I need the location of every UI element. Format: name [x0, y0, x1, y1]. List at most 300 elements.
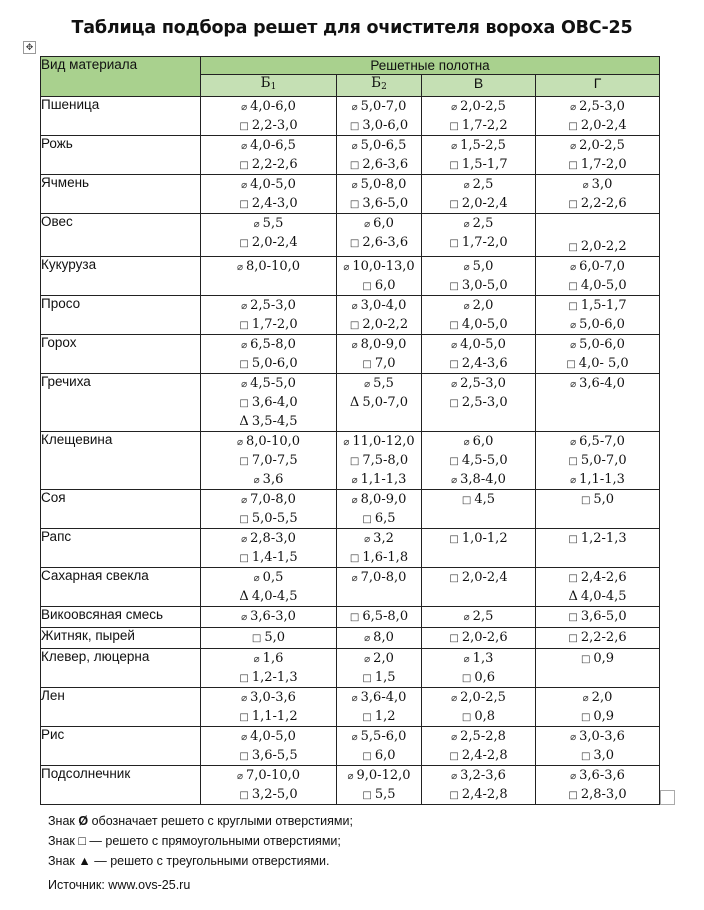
size-value: 3,6-4,0: [579, 376, 625, 391]
sieve-size: [201, 607, 336, 626]
sieve-size: [337, 374, 421, 393]
sieve-size: [337, 649, 421, 668]
size-value: 5,5: [374, 787, 396, 802]
rect-hole-icon: □: [362, 673, 372, 684]
sieve-size: [422, 451, 535, 470]
sieve-size: [337, 628, 421, 647]
sieve-size: [536, 276, 659, 295]
material-name: Кукуруза: [41, 257, 201, 296]
sieve-size: [337, 432, 421, 451]
sieve-size: [422, 668, 535, 687]
header-sieve-group: Решетные полотна: [201, 57, 660, 75]
table-move-icon[interactable]: ✥: [23, 41, 36, 54]
sieve-cell: [337, 335, 422, 374]
size-value: 5,0-8,0: [360, 177, 407, 192]
sieve-size: [201, 766, 336, 785]
sieve-size: [536, 97, 659, 116]
size-value: 2,0-2,4: [461, 196, 508, 211]
rect-hole-icon: □: [239, 673, 249, 684]
size-value: 1,5: [374, 670, 396, 685]
sieve-size: [422, 470, 535, 489]
sieve-size: [337, 785, 421, 804]
sieve-size: [422, 233, 535, 252]
size-value: 5,0: [593, 492, 615, 507]
sieve-size: [201, 529, 336, 548]
sieve-size: [337, 194, 421, 213]
sieve-size: [337, 175, 421, 194]
size-value: 8,0-9,0: [360, 492, 407, 507]
sieve-size: [536, 587, 659, 606]
size-value: 5,0: [472, 259, 494, 274]
sieve-size: [536, 766, 659, 785]
size-value: 8,0-10,0: [246, 434, 301, 449]
size-value: 2,0-2,2: [362, 317, 409, 332]
size-value: 3,0: [593, 748, 615, 763]
sieve-cell: [536, 432, 660, 490]
sieve-size: [201, 668, 336, 687]
rect-hole-icon: □: [239, 514, 249, 525]
round-hole-icon: ⌀: [343, 437, 350, 448]
table-row: [41, 257, 660, 296]
sieve-size: [422, 607, 535, 626]
rect-hole-icon: □: [568, 301, 578, 312]
size-value: 2,5-2,8: [460, 729, 506, 744]
sieve-cell: [201, 374, 337, 432]
sieve-size: [536, 155, 659, 174]
size-value: 5,0-7,0: [580, 453, 627, 468]
size-value: 6,5-7,0: [579, 434, 625, 449]
size-value: 7,5-8,0: [362, 453, 409, 468]
sieve-size: [422, 175, 535, 194]
rect-hole-icon: □: [239, 712, 249, 723]
rect-hole-icon: □: [568, 534, 578, 545]
rect-hole-icon: □: [568, 281, 578, 292]
sieve-size: [536, 568, 659, 587]
sieve-size: [536, 315, 659, 334]
sieve-size: [536, 649, 659, 668]
sieve-size: [201, 214, 336, 233]
sieve-size: [536, 707, 659, 726]
header-col-b2: [337, 75, 422, 97]
sieve-size: [422, 393, 535, 412]
sieve-size: [337, 529, 421, 548]
sieve-cell: [536, 727, 660, 766]
round-hole-icon: ⌀: [236, 262, 243, 273]
round-hole-icon: ⌀: [364, 633, 371, 644]
sieve-size: [422, 529, 535, 548]
round-hole-icon: Ø: [78, 814, 89, 828]
rect-hole-icon: □: [580, 495, 591, 506]
size-value: 4,0-5,0: [250, 729, 296, 744]
size-value: 3,6-5,0: [362, 196, 409, 211]
sieve-size: [201, 568, 336, 587]
sieve-cell: [337, 97, 422, 136]
round-hole-icon: ⌀: [451, 732, 458, 743]
size-value: 5,0-6,0: [251, 356, 298, 371]
sieve-cell: [536, 97, 660, 136]
triangle-hole-icon: Δ: [239, 589, 249, 604]
sieve-size: [337, 136, 421, 155]
round-hole-icon: ⌀: [364, 654, 371, 665]
size-value: 2,5-3,0: [460, 376, 506, 391]
round-hole-icon: ⌀: [241, 340, 248, 351]
round-hole-icon: ⌀: [351, 102, 358, 113]
size-value: 7,0: [374, 356, 396, 371]
table-resize-handle[interactable]: [660, 790, 675, 805]
sieve-cell: [536, 296, 660, 335]
legend-text: обозначает решето с круглыми отверстиями;: [91, 814, 353, 828]
sieve-size: [422, 785, 535, 804]
size-value: 6,5: [374, 511, 396, 526]
sieve-cell: [536, 607, 660, 628]
sieve-cell: [422, 628, 536, 649]
size-value: 3,0-3,6: [579, 729, 625, 744]
rect-hole-icon: □: [349, 199, 360, 210]
round-hole-icon: ⌀: [351, 301, 358, 312]
round-hole-icon: ⌀: [570, 437, 577, 448]
sieve-size: [337, 296, 421, 315]
sieve-size: [422, 315, 535, 334]
size-value: 2,0-2,5: [460, 99, 506, 114]
rect-hole-icon: □: [449, 320, 459, 331]
size-value: 8,0-10,0: [246, 259, 301, 274]
sieve-size: [337, 470, 421, 489]
sieve-size: [201, 116, 336, 135]
size-value: 4,0-6,0: [250, 99, 296, 114]
sieve-cell: [201, 335, 337, 374]
round-hole-icon: ⌀: [364, 219, 371, 230]
sieve-size: [422, 727, 535, 746]
round-hole-icon: ⌀: [241, 379, 248, 390]
round-hole-icon: ⌀: [463, 262, 470, 273]
rect-hole-icon: □: [239, 160, 249, 171]
round-hole-icon: ⌀: [241, 141, 248, 152]
rect-hole-icon: □: [568, 790, 578, 801]
size-value: 1,7-2,0: [251, 317, 298, 332]
table-row: [41, 335, 660, 374]
size-value: 1,1-1,3: [360, 472, 407, 487]
table-row: [41, 97, 660, 136]
triangle-hole-icon: ▲: [78, 854, 91, 868]
size-value: 0,9: [593, 651, 615, 666]
rect-hole-icon: □: [568, 633, 578, 644]
rect-hole-icon: □: [239, 553, 249, 564]
round-hole-icon: ⌀: [351, 693, 358, 704]
round-hole-icon: ⌀: [253, 573, 260, 584]
sieve-size: [536, 116, 659, 135]
sieve-size: [201, 628, 336, 647]
rect-hole-icon: □: [449, 398, 459, 409]
sieve-cell: [337, 296, 422, 335]
size-value: 1,0-1,2: [461, 531, 508, 546]
size-value: 2,5-3,0: [579, 99, 625, 114]
size-value: 2,2-2,6: [251, 157, 298, 172]
table-row: [41, 490, 660, 529]
size-value: 4,5-5,0: [461, 453, 508, 468]
rect-hole-icon: □: [349, 456, 360, 467]
sieve-cell: [337, 568, 422, 607]
sieve-cell: [201, 97, 337, 136]
sieve-size: [201, 548, 336, 567]
size-value: 5,5: [262, 216, 284, 231]
round-hole-icon: ⌀: [570, 732, 577, 743]
sieve-size: [201, 335, 336, 354]
rect-hole-icon: □: [449, 199, 459, 210]
sieve-cell: [422, 529, 536, 568]
size-value: 3,0-4,0: [360, 298, 407, 313]
rect-hole-icon: □: [349, 553, 360, 564]
size-value: 7,0-8,0: [360, 570, 407, 585]
triangle-hole-icon: Δ: [349, 395, 360, 410]
sieve-size: [201, 175, 336, 194]
size-value: 3,6-3,0: [250, 609, 296, 624]
sieve-size: [201, 470, 336, 489]
sieve-cell: [201, 257, 337, 296]
size-value: 7,0-10,0: [246, 768, 301, 783]
sieve-cell: [337, 432, 422, 490]
size-value: 3,6-5,5: [251, 748, 298, 763]
sieve-cell: [422, 257, 536, 296]
sieve-size: [337, 97, 421, 116]
size-value: 6,0: [374, 278, 396, 293]
sieve-size: [201, 393, 336, 412]
size-value: 2,4-2,6: [580, 570, 627, 585]
rect-hole-icon: □: [461, 712, 472, 723]
rect-hole-icon: □: [580, 654, 591, 665]
sieve-cell: [201, 628, 337, 649]
size-value: 2,8-3,0: [250, 531, 296, 546]
size-value: 3,6-5,0: [580, 609, 627, 624]
legend-rect: [48, 831, 353, 851]
sieve-size: [201, 233, 336, 252]
round-hole-icon: ⌀: [236, 437, 243, 448]
round-hole-icon: ⌀: [241, 180, 248, 191]
col-letter: В: [473, 75, 484, 91]
sieve-size: [422, 155, 535, 174]
rect-hole-icon: □: [239, 456, 249, 467]
round-hole-icon: ⌀: [570, 379, 577, 390]
round-hole-icon: ⌀: [241, 102, 248, 113]
round-hole-icon: ⌀: [582, 693, 589, 704]
rect-hole-icon: □: [461, 495, 472, 506]
size-value: 1,7-2,0: [580, 157, 627, 172]
round-hole-icon: ⌀: [241, 301, 248, 312]
size-value: 3,0: [591, 177, 613, 192]
round-hole-icon: ⌀: [570, 141, 577, 152]
size-value: 0,8: [474, 709, 496, 724]
material-name: Клещевина: [41, 432, 201, 490]
sieve-size: [201, 707, 336, 726]
sieve-size: [536, 136, 659, 155]
sieve-size: [201, 296, 336, 315]
sieve-size: [337, 393, 421, 412]
legend-text: — решето с треугольными отверстиями.: [94, 854, 330, 868]
size-value: 3,6-4,0: [251, 395, 298, 410]
sieve-size: [201, 688, 336, 707]
size-value: 5,0-6,0: [579, 337, 625, 352]
sieve-cell: [422, 335, 536, 374]
size-value: 2,0-2,6: [461, 630, 508, 645]
sieve-size: [422, 276, 535, 295]
sieve-cell: [201, 175, 337, 214]
size-value: 4,0- 5,0: [578, 356, 629, 371]
rect-hole-icon: □: [239, 790, 249, 801]
sieve-cell: [536, 136, 660, 175]
sieve-size: [201, 194, 336, 213]
round-hole-icon: ⌀: [351, 732, 358, 743]
sieve-cell: [337, 529, 422, 568]
sieve-size: [201, 412, 336, 431]
size-value: 2,2-2,6: [580, 630, 627, 645]
table-row: [41, 374, 660, 432]
size-value: 4,0-4,5: [580, 589, 627, 604]
round-hole-icon: ⌀: [451, 141, 458, 152]
rect-hole-icon: □: [251, 633, 262, 644]
sieve-size: [422, 136, 535, 155]
sieve-size: [536, 688, 659, 707]
size-value: 1,2-1,3: [580, 531, 627, 546]
table-row: [41, 607, 660, 628]
sieve-size: [536, 296, 659, 315]
sieve-size: [536, 257, 659, 276]
size-value: 0,6: [474, 670, 496, 685]
sieve-size: [201, 136, 336, 155]
size-value: 4,5-5,0: [250, 376, 296, 391]
sieve-size: [337, 548, 421, 567]
sieve-size: [536, 214, 659, 233]
round-hole-icon: ⌀: [463, 437, 470, 448]
sieve-size: [536, 746, 659, 765]
size-value: 5,0-5,5: [251, 511, 298, 526]
size-value: 3,0-3,6: [250, 690, 296, 705]
material-name: Пшеница: [41, 97, 201, 136]
rect-hole-icon: □: [239, 320, 249, 331]
sieve-size: [536, 628, 659, 647]
sieve-size: [422, 432, 535, 451]
sieve-size: [422, 766, 535, 785]
size-value: 7,0-7,5: [251, 453, 298, 468]
size-value: 2,5: [472, 177, 494, 192]
sieve-cell: [201, 688, 337, 727]
sieve-cell: [201, 649, 337, 688]
size-value: 3,2-5,0: [251, 787, 298, 802]
rect-hole-icon: □: [362, 514, 372, 525]
rect-hole-icon: □: [449, 359, 459, 370]
col-letter: Б: [371, 75, 382, 91]
rect-hole-icon: □: [78, 834, 86, 848]
size-value: 6,5-8,0: [362, 609, 409, 624]
sieve-size: [201, 451, 336, 470]
sieve-size: [422, 116, 535, 135]
size-value: 2,0-2,5: [460, 690, 506, 705]
sieve-cell: [337, 175, 422, 214]
round-hole-icon: ⌀: [570, 320, 577, 331]
sieve-cell: [536, 175, 660, 214]
sieve-cell: [536, 688, 660, 727]
table-row: [41, 568, 660, 607]
sieve-cell: [337, 257, 422, 296]
legend-prefix: Знак: [48, 834, 75, 848]
sieve-cell: [201, 296, 337, 335]
sieve-cell: [201, 607, 337, 628]
rect-hole-icon: □: [239, 751, 249, 762]
table-row: [41, 727, 660, 766]
size-value: 3,2-3,6: [460, 768, 506, 783]
rect-hole-icon: □: [349, 612, 360, 623]
sieve-cell: [536, 628, 660, 649]
round-hole-icon: ⌀: [451, 693, 458, 704]
sieve-size: [536, 490, 659, 509]
size-value: 2,0-2,4: [580, 118, 627, 133]
rect-hole-icon: □: [362, 712, 372, 723]
rect-hole-icon: □: [449, 573, 459, 584]
sieve-size: [337, 451, 421, 470]
size-value: 2,8-3,0: [580, 787, 627, 802]
size-value: 11,0-12,0: [352, 434, 415, 449]
legend: [48, 811, 353, 871]
legend-round: [48, 811, 353, 831]
rect-hole-icon: □: [566, 359, 576, 370]
header-col-b1: [201, 75, 337, 97]
round-hole-icon: ⌀: [364, 534, 371, 545]
material-name: Гречиха: [41, 374, 201, 432]
legend-prefix: Знак: [48, 854, 75, 868]
sieve-size: [337, 668, 421, 687]
round-hole-icon: ⌀: [451, 475, 458, 486]
sieve-cell: [422, 727, 536, 766]
size-value: 2,5-3,0: [250, 298, 296, 313]
material-name: Лен: [41, 688, 201, 727]
round-hole-icon: ⌀: [451, 340, 458, 351]
round-hole-icon: ⌀: [241, 732, 248, 743]
round-hole-icon: ⌀: [351, 180, 358, 191]
rect-hole-icon: □: [568, 573, 578, 584]
source-note: Источник: www.ovs-25.ru: [48, 878, 191, 892]
sieve-size: [536, 529, 659, 548]
rect-hole-icon: □: [449, 633, 459, 644]
sieve-size: [536, 785, 659, 804]
sieve-cell: [201, 136, 337, 175]
size-value: 5,5-6,0: [360, 729, 407, 744]
rect-hole-icon: □: [362, 281, 372, 292]
rect-hole-icon: □: [239, 121, 249, 132]
sieve-cell: [422, 432, 536, 490]
rect-hole-icon: □: [449, 281, 459, 292]
sieve-cell: [201, 568, 337, 607]
round-hole-icon: ⌀: [241, 612, 248, 623]
size-value: 0,5: [262, 570, 284, 585]
round-hole-icon: ⌀: [463, 654, 470, 665]
sieve-cell: [201, 529, 337, 568]
material-name: Горох: [41, 335, 201, 374]
size-value: 2,2-2,6: [580, 196, 627, 211]
sieve-size: [337, 688, 421, 707]
sieve-cell: [201, 490, 337, 529]
sieve-size: [337, 354, 421, 373]
rect-hole-icon: □: [362, 790, 372, 801]
sieve-cell: [337, 727, 422, 766]
header-col-v: [422, 75, 536, 97]
rect-hole-icon: □: [568, 160, 578, 171]
rect-hole-icon: □: [580, 751, 591, 762]
triangle-hole-icon: Δ: [568, 589, 578, 604]
sieve-size: [337, 315, 421, 334]
size-value: 4,0-6,5: [250, 138, 296, 153]
size-value: 1,1-1,2: [251, 709, 298, 724]
size-value: 2,0: [591, 690, 613, 705]
size-value: 1,7-2,2: [461, 118, 508, 133]
size-value: 2,5: [472, 609, 494, 624]
